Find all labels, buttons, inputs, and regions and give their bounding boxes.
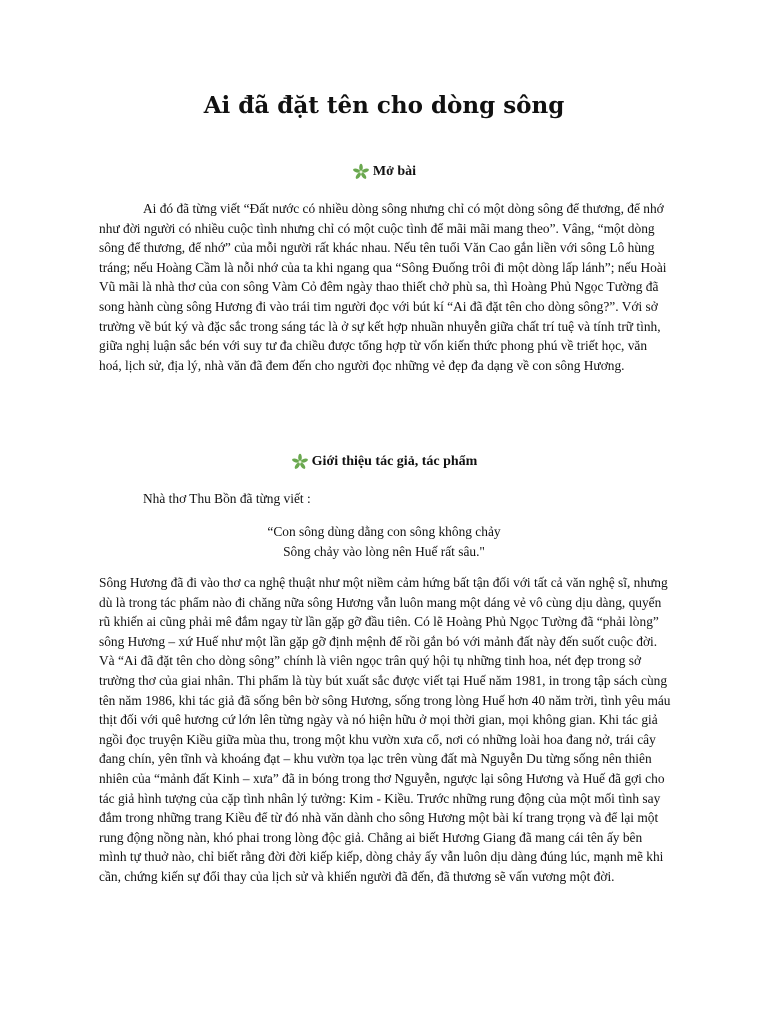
body-paragraph: Sông Hương đã đi vào thơ ca nghệ thuật như một niềm cảm hứng bất tận đối với tất cả văn nghệ sĩ, nhưng dù là trong tác phẩm nào đi chăng nữa sông Hương vẫn luôn mang một dáng vẻ vô cùng dịu dàng, quyến rũ khiến ai cũng phải mê đắm ngay từ lần gặp gỡ đầu tiên. Có lẽ Hoàng Phủ Ngọc Tường đã “phải lòng” sông Hương – xứ Huế như một lần gặp gỡ định mệnh để rồi gắn bó với mảnh đất này đến suốt cuộc đời. Và “Ai đã đặt tên cho dòng sông” chính là viên ngọc trân quý hội tụ những tinh hoa, nét đẹp trong sở trường thơ của giai nhân. Thi phẩm là tùy bút xuất sắc được viết tại Huế năm 1981, in trong tập sách cùng tên năm 1986, khi tác giả đã sống bên bờ sông Hương, sống trong lòng Huế hơn 40 năm trời, tình yêu máu thịt đối với quê hương cứ lớn lên từng ngày và nó hiện hữu ở mọi thời gian, mọi không gian. Khi tác giả ngồi đọc truyện Kiều giữa mùa thu, trong một khu vườn xưa cổ, nơi có những loài hoa đang nở, trái cây đang chín, yên tĩnh và khoáng đạt – khu vườn tọa lạc trên vùng đất mà Nguyễn Du từng sống nên thiên nhiên của “mảnh đất Kinh – xưa” đã in bóng trong thơ Nguyễn, ngược lại sông Hương và Huế đã gợi cho tác giả hình tượng của cặp tình nhân lý tưởng: Kim - Kiều. Trước những rung động của một mối tình say đắm trong những trang Kiều để từ đó nhà văn dành cho sông Hương một bài kí trang trọng và để lại một rung động nồng nàn, khó phai trong lòng độc giả. Chẳng ai biết Hương Giang đã mang cái tên ấy bên mình tự thuở nào, chỉ biết rằng đời đời kiếp kiếp, dòng chảy ấy vẫn luôn dịu dàng đúng lúc, mạnh mẽ khi cần, chứng kiến sự đổi thay của lịch sử và khiến người đã đến, đã thương sẽ vấn vương một đời. xyxy=(99,575,671,884)
section-heading-label: Mở bài xyxy=(372,164,417,179)
poem-line: “Con sông dùng dằng con sông không chảy xyxy=(267,524,501,539)
leaf-sprig-icon xyxy=(352,163,370,181)
document-title: Ai đã đặt tên cho dòng sông xyxy=(203,92,565,119)
poem-line: Sông chảy vào lòng nên Huế rất sâu." xyxy=(283,543,485,559)
section-heading-label: Giới thiệu tác giả, tác phẩm xyxy=(311,454,478,469)
poem-quote xyxy=(0,522,768,561)
poem-intro-line: Nhà thơ Thu Bồn đã từng viết : xyxy=(143,491,311,506)
section-heading-intro xyxy=(0,163,768,181)
leaf-sprig-icon xyxy=(291,453,309,471)
section-heading-author-work xyxy=(0,453,768,471)
intro-paragraph: Ai đó đã từng viết “Đất nước có nhiều dòng sông nhưng chỉ có một dòng sông để thương, để nhớ như đời người có nhiều cuộc tình nhưng chỉ có một cuộc tình để mãi mãi mang theo”. Vâng, “một dòng sông để thương, để nhớ” của mỗi người rất khác nhau. Nếu tên tuổi Văn Cao gắn liền với sông Lô hùng tráng; nếu Hoàng Cầm là nỗi nhớ của ta khi ngang qua “Sông Đuống trôi đi một dòng lấp lánh”; nếu Hoài Vũ mãi là nhà thơ của con sông Vàm Cỏ đêm ngày thao thiết chở phù sa, thì Hoàng Phủ Ngọc Tường đã song hành cùng sông Hương đi vào trái tim người đọc với bút kí “Ai đã đặt tên cho dòng sông?”. Với sở trường về bút ký và đặc sắc trong sáng tác là ở sự kết hợp nhuần nhuyễn giữa chất trí tuệ và tính trữ tình, giữa nghị luận sắc bén với suy tư đa chiều được tổng hợp từ vốn kiến thức phong phú về triết học, văn hoá, lịch sử, địa lý, nhà văn đã đem đến cho người đọc những vẻ đẹp đa dạng về con sông Hương. xyxy=(99,201,667,373)
